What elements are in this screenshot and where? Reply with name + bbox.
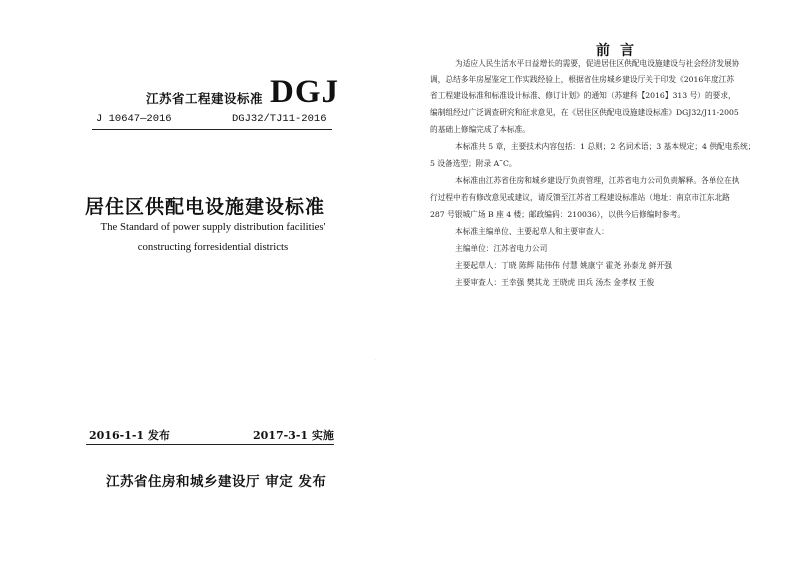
dgj-logo: DGJ <box>270 74 339 110</box>
preface-line: 本标准主编单位、主要起草人和主要审查人： <box>455 227 609 236</box>
preface-line: 5 设备选型；附录 A˜C。 <box>430 159 517 168</box>
standard-number: DGJ32/TJ11-2016 <box>232 113 327 125</box>
preface-line: 编制组经过广泛调查研究和征求意见，在《居住区供配电设施建设标准》DGJ32/J11-2005 <box>430 108 739 117</box>
issue-date: 2016-1-1 发布 <box>89 429 170 442</box>
preface-line: 省工程建设标准和标准设计标准、修订计划》的通知（苏建科【2016】313 号）的要求， <box>430 91 736 100</box>
bottom-divider <box>86 444 334 445</box>
preface-line: 287 号银城广场 B 座 4 楼；邮政编码：210036），以供今后修编时参考。 <box>430 210 686 219</box>
cover-title-en-line2: constructing forresidential districts <box>137 241 289 253</box>
top-divider <box>92 129 332 130</box>
registration-code: J 10647—2016 <box>96 113 172 125</box>
preface-line: 主要审查人：王幸强 樊其龙 王晓虎 田兵 汤杰 金孝权 王俊 <box>455 278 655 287</box>
preface-line: 调，总结多年房屋鉴定工作实践经验上，根据省住房城乡建设厅关于印发《2016年度江苏 <box>430 75 735 84</box>
standard-series-label: 江苏省工程建设标准 <box>146 91 264 106</box>
preface-line: 的基础上修编完成了本标准。 <box>430 125 530 134</box>
page-dot-mark: · <box>375 357 377 362</box>
preface-line: 主要起草人：丁晓 陈辉 陆伟伟 付慧 姚康宁 霍尧 孙泰龙 鲜开强 <box>455 261 672 270</box>
preface-line: 为适应人民生活水平日益增长的需要，促进居住区供配电设施建设与社会经济发展协 <box>455 59 740 68</box>
preface-line: 主编单位：江苏省电力公司 <box>455 244 548 253</box>
preface-line: 本标准由江苏省住房和城乡建设厅负责管理，江苏省电力公司负责解释。各单位在执 <box>455 176 740 185</box>
preface-title: 前言 <box>596 43 644 59</box>
preface-line: 本标准共 5 章，主要技术内容包括：1 总则；2 名词术语；3 基本规定；4 供配电系统； <box>455 142 756 151</box>
cover-title-cn: 居住区供配电设施建设标准 <box>84 196 325 218</box>
preface-line: 行过程中若有修改意见或建议，请反馈至江苏省工程建设标准站（地址：南京市江东北路 <box>430 193 730 202</box>
implementation-date: 2017-3-1 实施 <box>253 429 334 442</box>
publisher-line: 江苏省住房和城乡建设厅 审定 发布 <box>106 474 327 490</box>
cover-title-en-line1: The Standard of power supply distribution facilities' <box>100 221 326 233</box>
